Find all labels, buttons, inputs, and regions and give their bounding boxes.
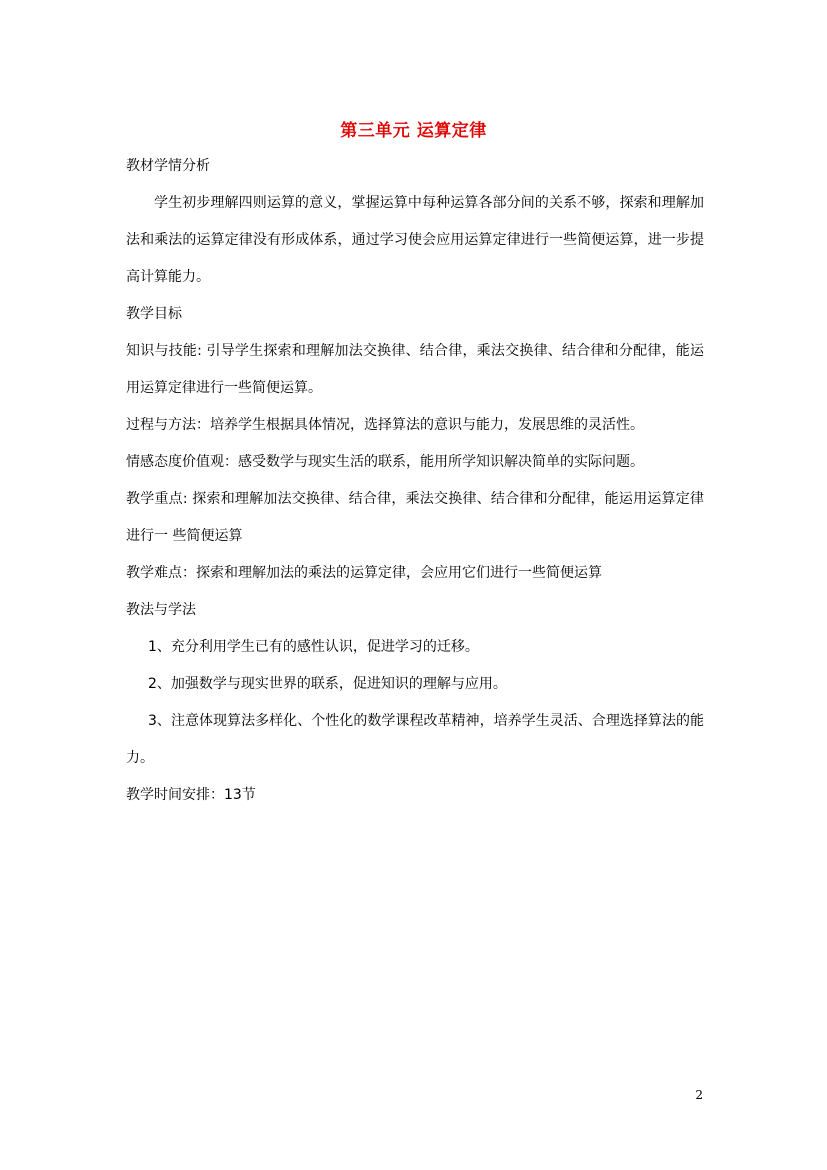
goal-emotion: 情感态度价值观：感受数学与现实生活的联系，能用所学知识解决简单的实际问题。 [126,454,644,470]
difficulties: 教学难点：探索和理解加法的乘法的运算定律，会应用它们进行一些简便运算 [126,565,602,581]
section-heading-goals: 教学目标 [126,306,182,322]
method-item-3: 3、注意体现算法多样化、个性化的数学课程改革精神，培养学生灵活、合理选择算法的能力。 [126,713,704,766]
key-points: 教学重点: 探索和理解加法交换律、结合律，乘法交换律、结合律和分配律，能运用运算定律进行一 些简便运算 [126,491,704,544]
page-number: 2 [695,1088,703,1102]
document-body [126,148,704,814]
method-item-1: 1、充分利用学生已有的感性认识，促进学习的迁移。 [148,639,479,655]
document-title: 第三单元 运算定律 [340,121,487,141]
method-item-2: 2、加强数学与现实世界的联系，促进知识的理解与应用。 [148,676,507,692]
goal-knowledge: 知识与技能: 引导学生探索和理解加法交换律、结合律，乘法交换律、结合律和分配律，能运用运算定律进行一些简便运算。 [126,343,704,396]
section-heading-methods: 教法与学法 [126,602,196,618]
section-heading-analysis: 教材学情分析 [126,158,210,174]
teaching-schedule: 教学时间安排：13节 [126,787,256,803]
analysis-paragraph: 学生初步理解四则运算的意义，掌握运算中每种运算各部分间的关系不够，探索和理解加法和乘法的运算定律没有形成体系，通过学习使会应用运算定律进行一些简便运算，进一步提高计算能力。 [126,195,704,285]
goal-process: 过程与方法：培养学生根据具体情况，选择算法的意识与能力，发展思维的灵活性。 [126,417,644,433]
